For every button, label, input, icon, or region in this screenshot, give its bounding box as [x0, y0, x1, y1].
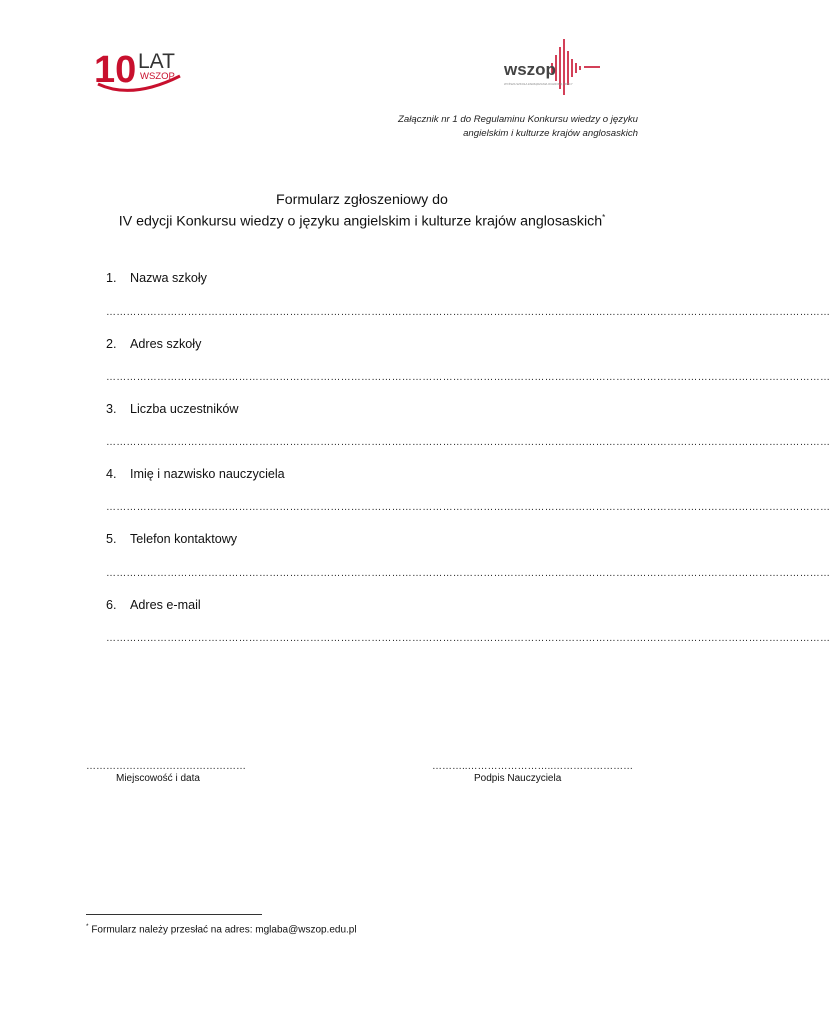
logo-right-tagline: WYŻSZA SZKOŁA ZARZĄDZANIA OCHRONĄ PRACY: [504, 82, 573, 86]
title-footnote-mark: *: [602, 213, 606, 222]
field-label: Telefon kontaktowy: [130, 532, 238, 546]
field-participants-line[interactable]: ……………………………………………………………………………………………………………………………………………………………………………………………: [106, 437, 830, 448]
field-email-label: [106, 598, 201, 612]
logo-10-lat-wszop: [92, 38, 192, 96]
field-teacher-name-line[interactable]: ……………………………………………………………………………………………………………………………………………………………………………………………: [106, 502, 830, 513]
field-school-name-label: [106, 271, 207, 285]
logo-left-number: 10: [94, 49, 137, 91]
teacher-signature-line[interactable]: ………..……………………..……………………: [432, 761, 634, 772]
logo-left-sub: WSZOP: [140, 71, 175, 82]
field-number: 1.: [106, 271, 117, 285]
field-label: Nazwa szkoły: [130, 271, 207, 285]
field-number: 6.: [106, 598, 117, 612]
field-number: 5.: [106, 532, 117, 546]
attachment-note: [298, 113, 638, 141]
field-participants-label: [106, 402, 239, 416]
logo-10-lat-graphic: [92, 38, 192, 96]
field-label: Adres e-mail: [130, 598, 201, 612]
attachment-note-line1: Załącznik nr 1 do Regulaminu Konkursu wiedzy o języku: [398, 114, 638, 125]
place-date-label: Miejscowość i data: [116, 773, 200, 784]
attachment-note-line2: angielskim i kulturze krajów anglosaskich: [463, 128, 638, 139]
field-email-line[interactable]: ……………………………………………………………………………………………………………………………………………………………………………………………: [106, 633, 830, 644]
form-title-line1: Formularz zgłoszeniowy do: [276, 192, 448, 208]
logo-right-name: wszop: [504, 60, 556, 79]
teacher-signature-label: Podpis Nauczyciela: [474, 773, 562, 784]
field-school-address-label: [106, 337, 201, 351]
logo-wszop-graphic: [490, 33, 602, 97]
form-title-line2-text: IV edycji Konkursu wiedzy o języku angielskim i kulturze krajów anglosaskich: [118, 213, 603, 230]
field-label: Imię i nazwisko nauczyciela: [130, 467, 285, 481]
logo-left-word: LAT: [138, 50, 175, 73]
footnote-separator: [86, 914, 262, 915]
form-title-line2: [0, 213, 724, 230]
field-number: 2.: [106, 337, 117, 351]
logo-wszop: [490, 33, 602, 97]
place-date-line[interactable]: …………………………………………: [86, 761, 246, 772]
field-phone-label: [106, 532, 237, 546]
field-school-name-line[interactable]: ……………………………………………………………………………………………………………………………………………………………………………………………: [106, 307, 830, 318]
field-number: 3.: [106, 402, 117, 416]
footnote: [86, 923, 357, 935]
field-label: Liczba uczestników: [130, 402, 239, 416]
field-phone-line[interactable]: ……………………………………………………………………………………………………………………………………………………………………………………………: [106, 568, 830, 579]
field-label: Adres szkoły: [130, 337, 202, 351]
footnote-mark: *: [86, 923, 89, 930]
footnote-text: Formularz należy przesłać na adres: mglaba@wszop.edu.pl: [91, 924, 357, 936]
field-number: 4.: [106, 467, 117, 481]
field-school-address-line[interactable]: ……………………………………………………………………………………………………………………………………………………………………………………………: [106, 372, 830, 383]
field-teacher-name-label: [106, 467, 285, 481]
